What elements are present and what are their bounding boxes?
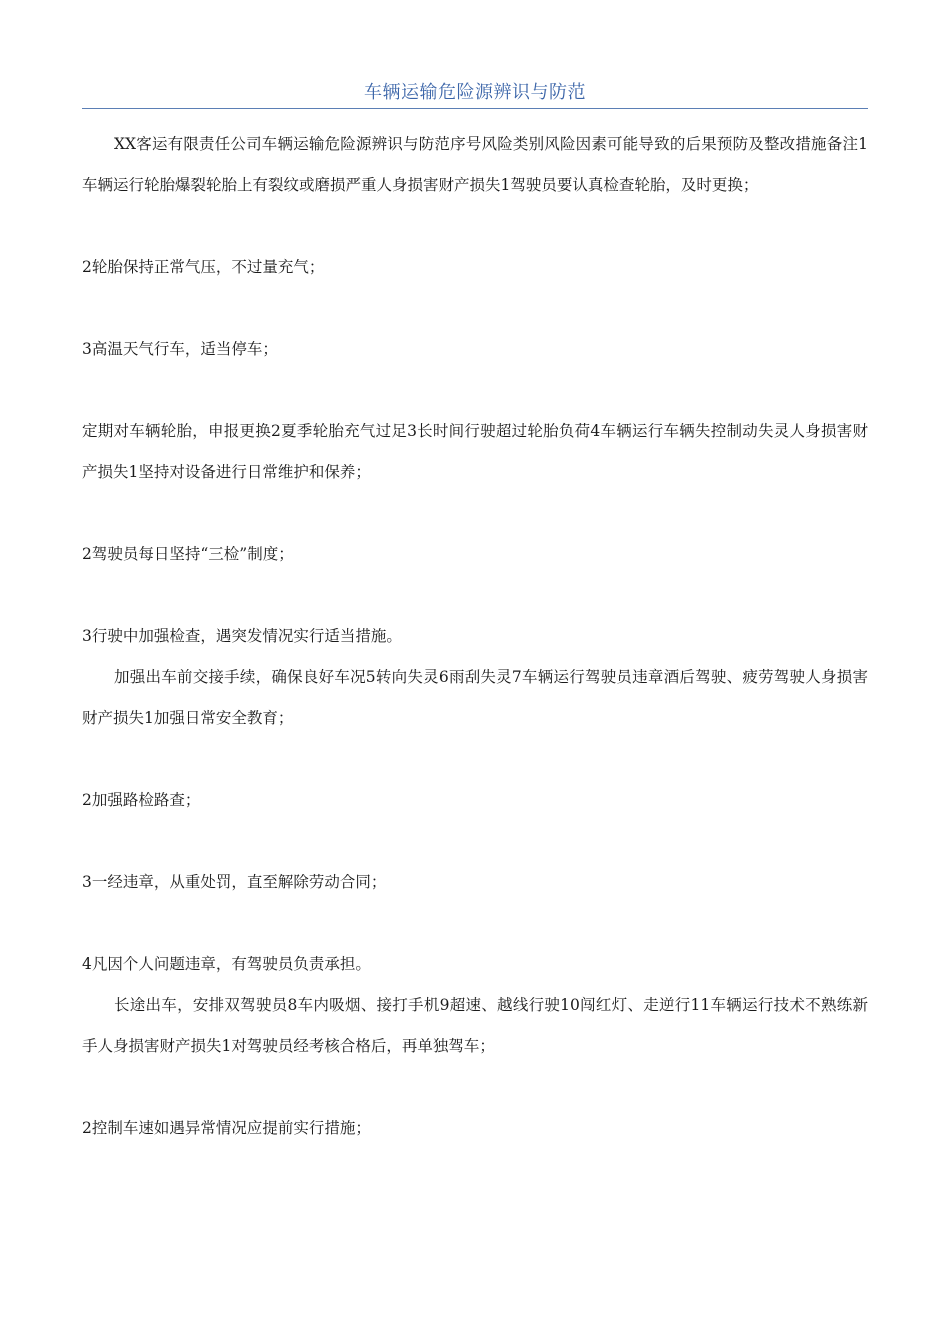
paragraph: 2控制车速如遇异常情况应提前实行措施；	[82, 1119, 371, 1137]
paragraph: 3行驶中加强检查，遇突发情况实行适当措施。	[82, 627, 402, 645]
document-body	[82, 124, 868, 1149]
page-header	[82, 80, 868, 109]
paragraph: 2驾驶员每日坚持“三检”制度；	[82, 545, 294, 563]
paragraph: 3高温天气行车，适当停车；	[82, 340, 278, 358]
paragraph: 定期对车辆轮胎，申报更换2夏季轮胎充气过足3长时间行驶超过轮胎负荷4车辆运行车辆失控制动失灵人身损害财产损失1坚持对设备进行日常维护和保养；	[82, 422, 868, 481]
page-title: 车辆运输危险源辨识与防范	[364, 82, 586, 103]
paragraph: 4凡因个人问题违章，有驾驶员负责承担。	[82, 955, 371, 973]
paragraph: 2轮胎保持正常气压，不过量充气；	[82, 258, 325, 276]
paragraph: 长途出车，安排双驾驶员8车内吸烟、接打手机9超速、越线行驶10闯红灯、走逆行11车辆运行技术不熟练新手人身损害财产损失1对驾驶员经考核合格后，再单独驾车；	[82, 996, 868, 1055]
paragraph: 加强出车前交接手续，确保良好车况5转向失灵6雨刮失灵7车辆运行驾驶员违章酒后驾驶、疲劳驾驶人身损害财产损失1加强日常安全教育；	[82, 668, 868, 727]
paragraph: 2加强路检路查；	[82, 791, 201, 809]
paragraph: XX客运有限责任公司车辆运输危险源辨识与防范序号风险类别风险因素可能导致的后果预防及整改措施备注1车辆运行轮胎爆裂轮胎上有裂纹或磨损严重人身损害财产损失1驾驶员要认真检查轮胎，及时更换；	[82, 135, 868, 194]
paragraph: 3一经违章，从重处罚，直至解除劳动合同；	[82, 873, 387, 891]
